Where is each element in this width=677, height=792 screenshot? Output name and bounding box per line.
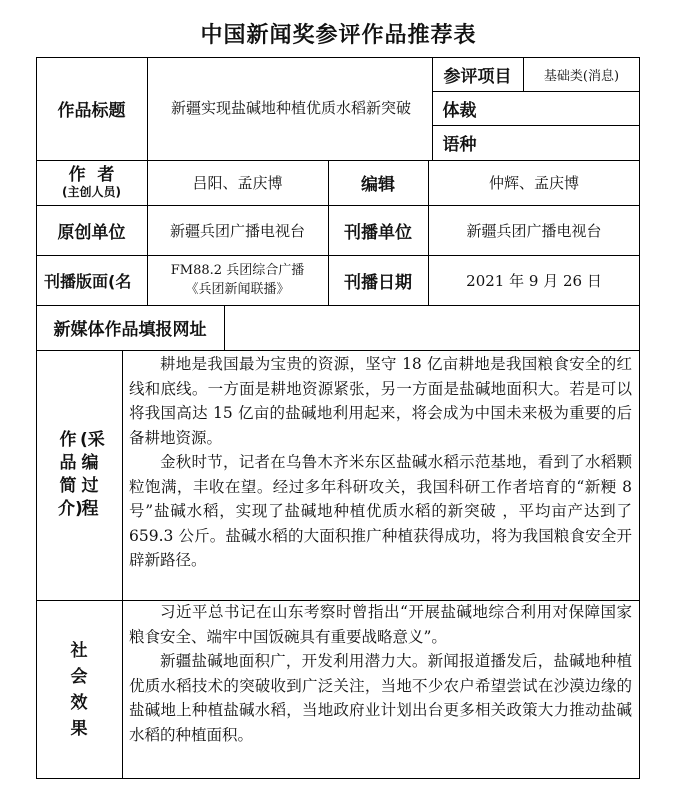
work-title-label: 作品标题: [57, 101, 126, 121]
origin-label: 原创单位: [57, 222, 126, 243]
process-label-col2: 作品简介): [58, 430, 83, 519]
genre-value: [490, 91, 640, 125]
url-label: 新媒体作品填报网址: [53, 320, 207, 340]
category-value: 基础类(消息): [543, 68, 620, 84]
author-label-cell: [36, 160, 147, 205]
page-title: 中国新闻奖参评作品推荐表: [200, 23, 477, 48]
publisher-label: 刊播单位: [344, 222, 412, 243]
effect-label: 社会效果: [70, 640, 88, 739]
date-value: 2021 年 9 月 26 日: [466, 271, 602, 290]
process-label-col1: (采编过程: [80, 430, 105, 519]
author-label: 作 者: [68, 165, 115, 185]
process-text: [129, 352, 632, 573]
edition-label: 刊播版面(名: [44, 271, 132, 291]
origin-value: 新疆兵团广播电视台: [169, 221, 305, 240]
process-label: [36, 350, 122, 600]
editor-value: 仲辉、孟庆博: [488, 174, 579, 192]
work-title-value: 新疆实现盐碱地种植优质水稻新突破: [170, 99, 411, 117]
effect-text: [129, 600, 632, 747]
edition-value: [147, 255, 328, 305]
process-paragraph: 金秋时节，记者在乌鲁木齐米东区盐碱水稻示范基地，看到了水稻颗粒饱满，丰收在望。经过多年科研攻关，我国科研工作者培育的“新粳 8 号”盐碱水稻，实现了盐碱地种植优质水稻的新突破 ，平均亩产达到了 659.3 公斤。盐碱水稻的大面积推广种植获得成功，将为我国粮食安全开辟新路径。: [129, 453, 632, 569]
editor-label: 编辑: [361, 175, 395, 195]
edition-value-line2: 《兵团新闻联播》: [185, 282, 290, 297]
effect-paragraph: 习近平总书记在山东考察时曾指出“开展盐碱地综合利用对保障国家粮食安全、端牢中国饭碗具有重要战略意义”。: [129, 603, 632, 646]
language-label: 语种: [442, 135, 477, 155]
language-value: [490, 125, 640, 160]
author-sub-label: (主创人员): [62, 185, 121, 199]
category-label: 参评项目: [443, 66, 512, 87]
date-label: 刊播日期: [344, 272, 412, 293]
url-value: [224, 305, 640, 350]
genre-label: 体裁: [442, 100, 477, 121]
author-value: 吕阳、孟庆博: [192, 174, 283, 192]
effect-paragraph: 新疆盐碱地面积广，开发利用潜力大。新闻报道播发后，盐碱地种植优质水稻技术的突破收到广泛关注，当地不少农户希望尝试在沙漠边缘的盐碱地上种植盐碱水稻，当地政府业计划出台更多相关政策大力推动盐碱水稻的种植面积。: [129, 652, 632, 744]
edition-value-line1: FM88.2 兵团综合广播: [170, 263, 305, 278]
publisher-value: 新疆兵团广播电视台: [466, 221, 602, 240]
process-paragraph: 耕地是我国最为宝贵的资源，坚守 18 亿亩耕地是我国粮食安全的红线和底线。一方面是耕地资源紧张，另一方面是盐碱地面积大。若是可以将我国高达 15 亿亩的盐碱地利用起来，将会成为中国未来极为重要的后备耕地资源。: [129, 355, 632, 447]
